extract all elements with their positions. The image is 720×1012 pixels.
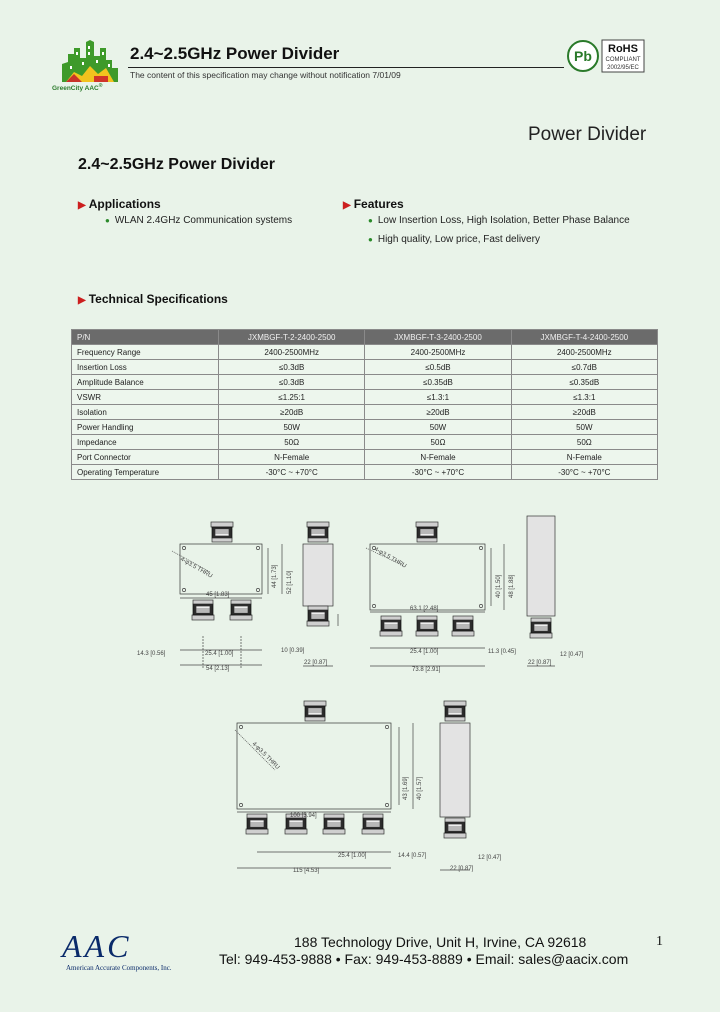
two-way-offset-dim: 14.3 [0.56]: [137, 651, 166, 657]
rohs-line1: COMPLIANT: [605, 57, 641, 63]
table-row: [72, 360, 658, 375]
contact-line: Tel: 949-453-9888 • Fax: 949-453-8889 • Email: sales@aacix.com: [219, 951, 629, 967]
table-cell: ≥20dB: [219, 405, 365, 420]
four-way-offset-dim: 14.4 [0.57]: [398, 853, 427, 859]
table-cell: 2400-2500MHz: [219, 345, 365, 360]
two-way-spacing-dim: 25.4 [1.00]: [205, 651, 234, 657]
row-label: Operating Temperature: [72, 465, 219, 480]
table-cell: ≤1.3:1: [365, 390, 511, 405]
row-label: Port Connector: [72, 450, 219, 465]
table-cell: 2400-2500MHz: [365, 345, 511, 360]
application-item: ● WLAN 2.4GHz Communication systems: [105, 215, 293, 226]
rohs-line2: 2002/95/EC: [607, 65, 639, 71]
features-heading: ▶ Features: [343, 197, 404, 211]
table-cell: 50Ω: [365, 435, 511, 450]
rohs-label: RoHS: [608, 43, 638, 55]
three-way-front-view: [366, 522, 504, 666]
table-cell: ≤1.3:1: [511, 390, 657, 405]
four-way-side-width-dim: 22 [0.87]: [450, 866, 474, 872]
table-row: [72, 375, 658, 390]
three-way-side-view: [527, 516, 555, 666]
rohs-badge: [566, 38, 646, 74]
arrow-right-icon: ▶: [343, 200, 351, 211]
table-cell: ≥20dB: [365, 405, 511, 420]
mechanical-drawings: [130, 515, 600, 885]
arrow-right-icon: ▶: [78, 295, 86, 306]
bullet-icon: ●: [105, 216, 110, 225]
table-cell: ≤0.3dB: [219, 360, 365, 375]
row-label: Insertion Loss: [72, 360, 219, 375]
table-row: [72, 465, 658, 480]
row-label: Frequency Range: [72, 345, 219, 360]
pb-label: Pb: [574, 48, 592, 64]
three-way-spacing-dim: 25.4 [1.00]: [410, 649, 439, 655]
table-cell: 50Ω: [219, 435, 365, 450]
table-cell: N-Female: [365, 450, 511, 465]
three-way-hole-note: 4-φ3.5 THRU: [373, 546, 408, 570]
table-cell: ≤0.5dB: [365, 360, 511, 375]
feature-item: ● Low Insertion Loss, High Isolation, Better Phase Balance: [368, 215, 630, 226]
company-address: 188 Technology Drive, Unit H, Irvine, CA 92618: [294, 934, 587, 950]
two-way-hole-note: 4-φ3.5 THRU: [179, 556, 214, 580]
two-way-height-outer-dim: 52 [1.10]: [287, 570, 293, 594]
table-row: [72, 345, 658, 360]
change-notice: The content of this specification may change without notification 7/01/09: [130, 70, 401, 80]
three-way-width-dim: 73.8 [2.91]: [412, 667, 441, 673]
tech-specs-heading: ▶ Technical Specifications: [78, 292, 228, 306]
four-way-width-dim: 115 [4.53]: [293, 868, 320, 874]
two-way-height-inner-dim: 44 [1.73]: [272, 564, 278, 588]
four-way-height-outer-dim: 40 [1.57]: [417, 776, 423, 800]
registered-mark: ®: [98, 83, 103, 89]
four-way-spacing-dim: 25.4 [1.00]: [338, 853, 367, 859]
row-label: VSWR: [72, 390, 219, 405]
four-way-height-inner-dim: 43 [1.69]: [403, 776, 409, 800]
three-way-height-outer-dim: 48 [1.88]: [509, 574, 515, 598]
column-header: JXMBGF-T-2-2400-2500: [219, 330, 365, 345]
two-way-side-offset-dim: 10 [0.39]: [281, 648, 305, 654]
table-cell: N-Female: [511, 450, 657, 465]
applications-heading: ▶ Applications: [78, 197, 161, 211]
table-cell: ≤0.3dB: [219, 375, 365, 390]
table-cell: ≥20dB: [511, 405, 657, 420]
table-row: [72, 405, 658, 420]
document-title: 2.4~2.5GHz Power Divider: [130, 44, 340, 63]
four-way-inner-dim: 100 [3.94]: [290, 813, 317, 819]
hero-title: Power Divider: [528, 124, 647, 145]
three-way-side-offset-dim: 12 [0.47]: [560, 652, 584, 658]
table-cell: 50W: [511, 420, 657, 435]
four-way-side-view: [440, 701, 470, 870]
table-cell: -30°C ~ +70°C: [219, 465, 365, 480]
arrow-right-icon: ▶: [78, 200, 86, 211]
column-header: P/N: [72, 330, 219, 345]
two-way-inner-dim: 45 [1.83]: [206, 592, 230, 598]
three-way-height-inner-dim: 40 [1.50]: [496, 574, 502, 598]
four-way-hole-note: 4-φ3.5 THRU: [250, 741, 281, 771]
bullet-icon: ●: [368, 235, 373, 244]
column-header: JXMBGF-T-3-2400-2500: [365, 330, 511, 345]
row-label: Impedance: [72, 435, 219, 450]
table-row: [72, 420, 658, 435]
table-row: [72, 450, 658, 465]
spec-table: [71, 329, 658, 480]
sub-title: 2.4~2.5GHz Power Divider: [78, 156, 275, 173]
table-cell: ≤1.25:1: [219, 390, 365, 405]
table-cell: 50W: [365, 420, 511, 435]
row-label: Isolation: [72, 405, 219, 420]
table-cell: 50Ω: [511, 435, 657, 450]
table-cell: ≤0.7dB: [511, 360, 657, 375]
column-header: JXMBGF-T-4-2400-2500: [511, 330, 657, 345]
table-cell: ≤0.35dB: [511, 375, 657, 390]
three-way-side-width-dim: 22 [0.87]: [528, 660, 552, 666]
table-row: [72, 435, 658, 450]
three-way-offset-dim: 11.3 [0.45]: [488, 649, 516, 655]
aac-logo: AAC: [62, 928, 132, 964]
table-cell: N-Female: [219, 450, 365, 465]
header-rule: [128, 67, 564, 68]
feature-item: ● High quality, Low price, Fast delivery: [368, 234, 540, 245]
table-cell: 50W: [219, 420, 365, 435]
four-way-front-view: [235, 701, 413, 868]
bullet-icon: ●: [368, 216, 373, 225]
table-cell: -30°C ~ +70°C: [365, 465, 511, 480]
two-way-side-width-dim: 22 [0.87]: [304, 660, 328, 666]
page-number: 1: [656, 934, 663, 949]
table-cell: -30°C ~ +70°C: [511, 465, 657, 480]
table-cell: 2400-2500MHz: [511, 345, 657, 360]
table-cell: ≤0.35dB: [365, 375, 511, 390]
logo-caption: GreenCity AAC®: [52, 83, 103, 93]
four-way-side-offset-dim: 12 [0.47]: [478, 855, 502, 861]
two-way-width-dim: 54 [2.13]: [206, 666, 230, 672]
table-row: [72, 390, 658, 405]
three-way-inner-dim: 63.1 [2.48]: [410, 606, 439, 612]
table-header-row: [72, 330, 658, 345]
row-label: Amplitude Balance: [72, 375, 219, 390]
company-name: American Accurate Components, Inc.: [66, 964, 172, 972]
row-label: Power Handling: [72, 420, 219, 435]
two-way-side-view: [303, 522, 338, 666]
